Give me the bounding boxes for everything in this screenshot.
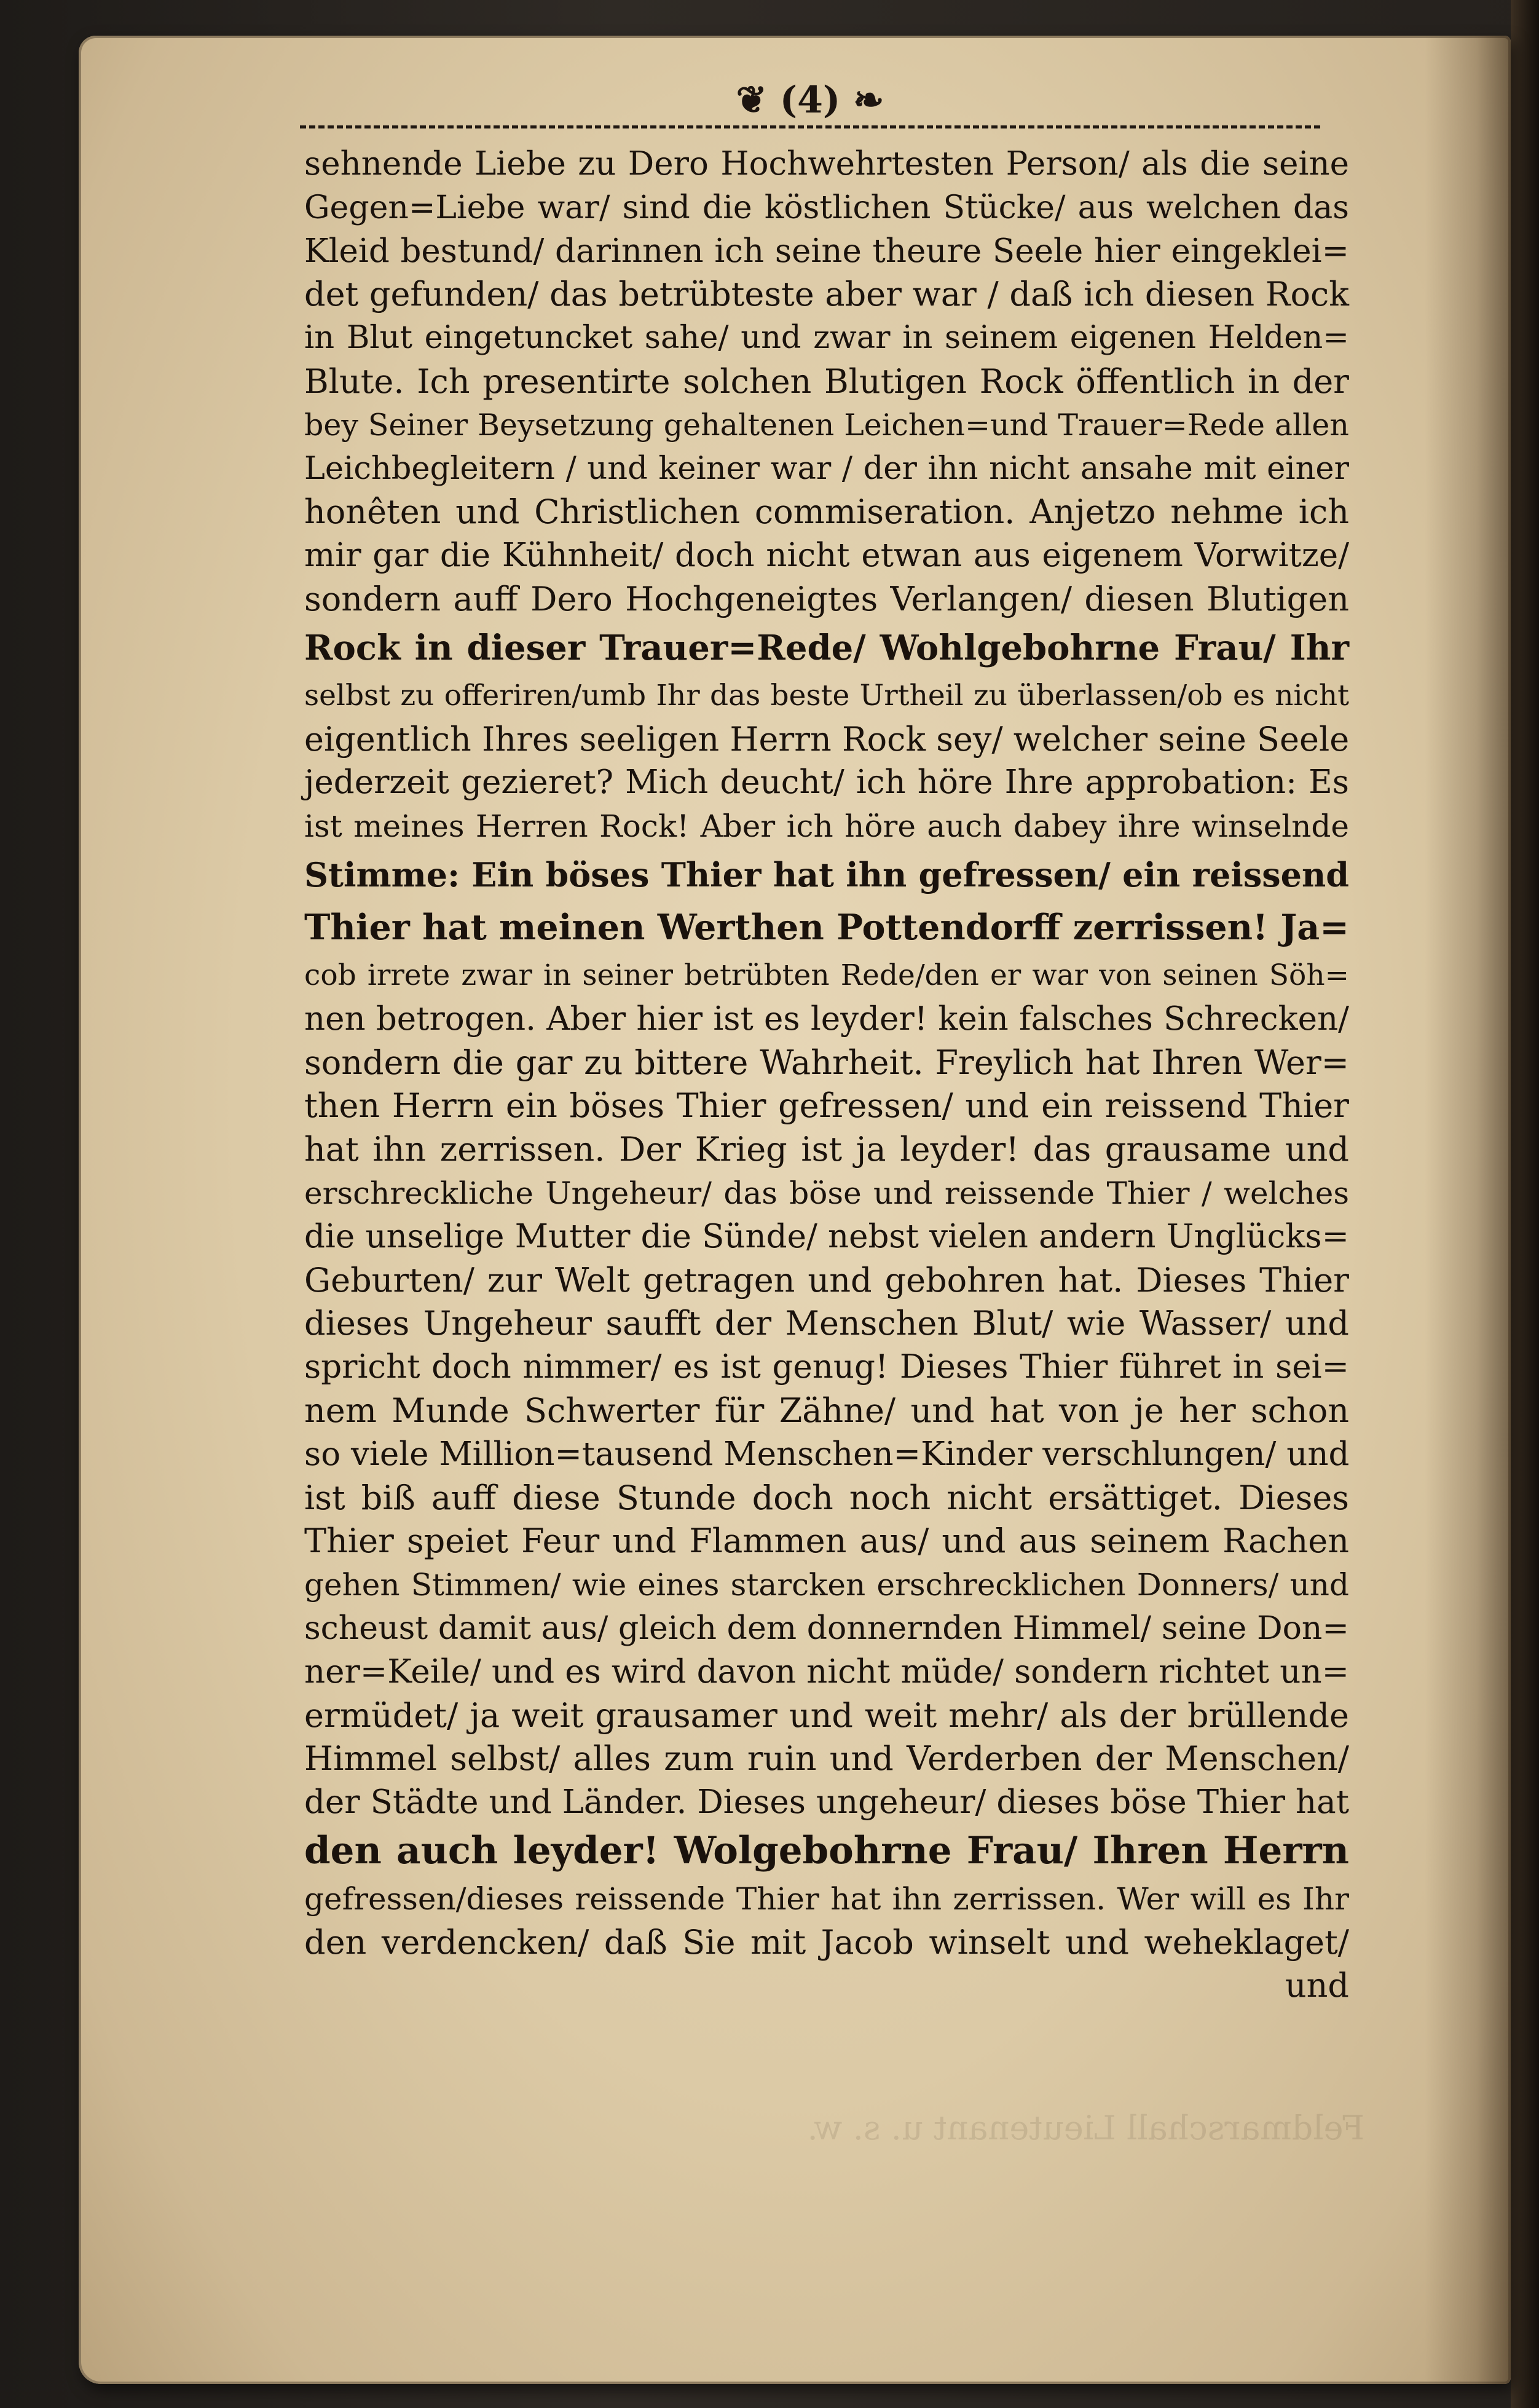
text-line: nen betrogen. Aber hier ist es leyder! kein falsches Schrecken/ — [304, 1000, 1349, 1038]
book-spine-edge — [1511, 0, 1539, 2408]
body-text — [304, 143, 1349, 2008]
text-line: ermüdet/ ja weit grausamer und weit mehr/ als der brüllende — [304, 1695, 1349, 1735]
text-line: jederzeit gezieret? Mich deucht/ ich höre Ihre approbation: Es — [304, 764, 1349, 802]
text-line: die unselige Mutter die Sünde/ nebst vielen andern Unglücks= — [304, 1217, 1349, 1255]
text-line: bey Seiner Beysetzung gehaltenen Leichen=und Trauer=Rede allen — [304, 407, 1349, 443]
text-line: den auch leyder! Wolgebohrne Frau/ Ihren Herrn — [304, 1828, 1349, 1873]
text-line: eigentlich Ihres seeligen Herrn Rock sey/ welcher seine Seele — [304, 719, 1350, 759]
page-header — [300, 73, 1320, 128]
text-line: ist biß auff diese Stunde doch noch nicht ersättiget. Dieses — [304, 1478, 1349, 1517]
text-line: gefressen/dieses reissende Thier hat ihn zerrissen. Wer will es Ihr — [304, 1881, 1349, 1917]
header-rule — [300, 125, 1320, 128]
text-line: scheust damit aus/ gleich dem donnernden Himmel/ seine Don= — [304, 1609, 1349, 1647]
text-line: gehen Stimmen/ wie eines starcken erschrecklichen Donners/ und — [304, 1567, 1349, 1603]
text-line: Thier hat meinen Werthen Pottendorff zerrissen! Ja= — [304, 906, 1349, 948]
bleed-through-text: Feldmarschall Lieutenant u. s. w. — [807, 2109, 1364, 2147]
text-line: dieses Ungeheur saufft der Menschen Blut/ wie Wasser/ und — [304, 1304, 1349, 1343]
ornament-left-icon: ❦ — [736, 79, 767, 122]
text-line: Thier speiet Feur und Flammen aus/ und aus seinem Rachen — [304, 1522, 1349, 1561]
page-number — [300, 73, 1320, 128]
ornament-right-icon: ❧ — [853, 79, 884, 122]
text-line: der Städte und Länder. Dieses ungeheur/ dieses böse Thier hat — [304, 1783, 1349, 1822]
text-line: sondern auff Dero Hochgeneigtes Verlangen/ diesen Blutigen — [304, 579, 1349, 618]
text-line: honêten und Christlichen commiseration. Anjetzo nehme ich — [304, 492, 1349, 532]
text-line: mir gar die Kühnheit/ doch nicht etwan aus eigenem Vorwitze/ — [304, 537, 1349, 575]
text-line: nem Munde Schwerter für Zähne/ und hat von je her schon — [304, 1391, 1349, 1430]
text-line: Kleid bestund/ darinnen ich seine theure Seele hier eingeklei= — [304, 232, 1349, 270]
text-line: Leichbegleitern / und keiner war / der ihn nicht ansahe mit einer — [304, 450, 1349, 487]
text-line: den verdencken/ daß Sie mit Jacob winselt und weheklaget/ — [304, 1922, 1349, 1962]
text-line: erschreckliche Ungeheur/ das böse und reissende Thier / welches — [304, 1175, 1349, 1211]
text-line: Himmel selbst/ alles zum ruin und Verderben der Menschen/ — [304, 1739, 1349, 1778]
text-line: Geburten/ zur Welt getragen und gebohren hat. Dieses Thier — [304, 1260, 1349, 1300]
text-line: ner=Keile/ und es wird davon nicht müde/ sondern richtet un= — [304, 1652, 1349, 1691]
text-line: cob irrete zwar in seiner betrübten Rede/den er war von seinen Söh= — [304, 958, 1349, 992]
text-line: det gefunden/ das betrübteste aber war / daß ich diesen Rock — [304, 275, 1349, 314]
text-line: so viele Million=tausend Menschen=Kinder verschlungen/ und — [304, 1435, 1350, 1473]
text-line: sehnende Liebe zu Dero Hochwehrtesten Person/ als die seine — [304, 145, 1349, 183]
text-line: Rock in dieser Trauer=Rede/ Wohlgebohrne Frau/ Ihr — [304, 627, 1349, 668]
text-line: Gegen=Liebe war/ sind die köstlichen Stücke/ aus welchen das — [304, 189, 1349, 226]
text-line: spricht doch nimmer/ es ist genug! Dieses Thier führet in sei= — [304, 1348, 1349, 1386]
text-line: hat ihn zerrissen. Der Krieg ist ja leyder! das grausame und — [304, 1130, 1349, 1169]
text-line: in Blut eingetuncket sahe/ und zwar in seinem eigenen Helden= — [304, 320, 1349, 357]
text-line: und — [1285, 1966, 1349, 2005]
text-line: Blute. Ich presentirte solchen Blutigen Rock öffentlich in der — [304, 361, 1349, 401]
text-line: sondern die gar zu bittere Wahrheit. Freylich hat Ihren Wer= — [304, 1043, 1349, 1082]
page-number-text: (4) — [779, 79, 841, 122]
text-line: Stimme: Ein böses Thier hat ihn gefressen/ ein reissend — [304, 855, 1349, 894]
text-line: ist meines Herren Rock! Aber ich höre auch dabey ihre winselnde — [304, 808, 1349, 845]
text-line: selbst zu offeriren/umb Ihr das beste Urtheil zu überlassen/ob es nicht — [304, 678, 1349, 713]
text-line: then Herrn ein böses Thier gefressen/ und ein reissend Thier — [304, 1086, 1349, 1126]
